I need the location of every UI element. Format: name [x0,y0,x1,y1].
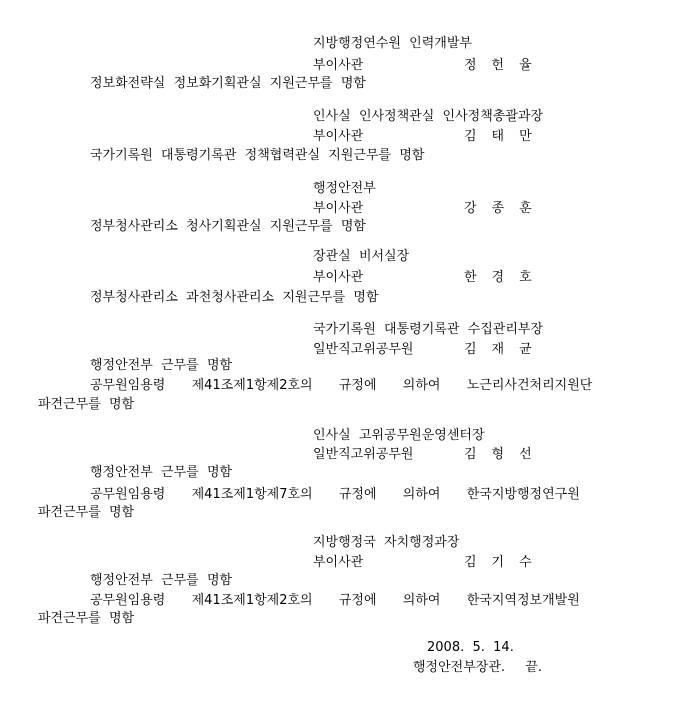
entry-3-order: 정부청사관리소 청사기획관실 지원근무를 명함 [90,219,366,234]
entry-5-detail: 공무원임용령 제41조제1항제2호의 규정에 의하여 노근리사건처리지원단 [90,378,593,393]
entry-6-rank: 일반직고위공무원 [313,447,414,462]
entry-4-rank: 부이사관 [313,270,364,285]
entry-2-name: 김태만 [464,129,547,144]
entry-1-order: 정보화전략실 정보화기획관실 지원근무를 명함 [90,76,366,91]
entry-3-rank: 부이사관 [313,201,364,216]
entry-7-order: 행정안전부 근무를 명함 [90,573,233,588]
entry-1-post: 지방행정연수원 인력개발부 [313,36,472,51]
entry-6-order: 행정안전부 근무를 명함 [90,465,233,480]
entry-7-rank: 부이사관 [313,555,364,570]
entry-1-rank: 부이사관 [313,58,364,73]
entry-3-name: 강종훈 [464,201,547,216]
entry-6-detail: 공무원임용령 제41조제1항제7호의 규정에 의하여 한국지방행정연구원 [90,487,580,502]
entry-1-name: 정헌율 [464,58,547,73]
entry-7-name: 김기수 [464,555,547,570]
entry-5-post: 국가기록원 대통령기록관 수집관리부장 [313,322,544,337]
entry-7-detail: 공무원임용령 제41조제1항제2호의 규정에 의하여 한국지역정보개발원 [90,593,580,608]
entry-6-detail-cont: 파견근무를 명함 [38,505,135,520]
entry-7-detail-cont: 파견근무를 명함 [38,611,135,626]
entry-4-post: 장관실 비서실장 [313,249,410,264]
entry-2-rank: 부이사관 [313,129,364,144]
entry-5-rank: 일반직고위공무원 [313,342,414,357]
issue-date: 2008. 5. 14. [427,640,514,655]
entry-2-order: 국가기록원 대통령기록관 정책협력관실 지원근무를 명함 [90,148,425,163]
entry-6-name: 김형선 [464,447,547,462]
entry-5-name: 김재균 [464,342,547,357]
entry-4-order: 정부청사관리소 과천청사관리소 지원근무를 명함 [90,290,379,305]
entry-4-name: 한경호 [464,270,547,285]
entry-2-post: 인사실 인사정책관실 인사정책총괄과장 [313,109,544,124]
entry-5-detail-cont: 파견근무를 명함 [38,397,135,412]
entry-5-order: 행정안전부 근무를 명함 [90,358,233,373]
entry-6-post: 인사실 고위공무원운영센터장 [313,428,485,443]
entry-7-post: 지방행정국 자치행정과장 [313,535,460,550]
issuer-signature: 행정안전부장관. 끝. [413,660,542,675]
entry-3-post: 행정안전부 [313,181,376,196]
